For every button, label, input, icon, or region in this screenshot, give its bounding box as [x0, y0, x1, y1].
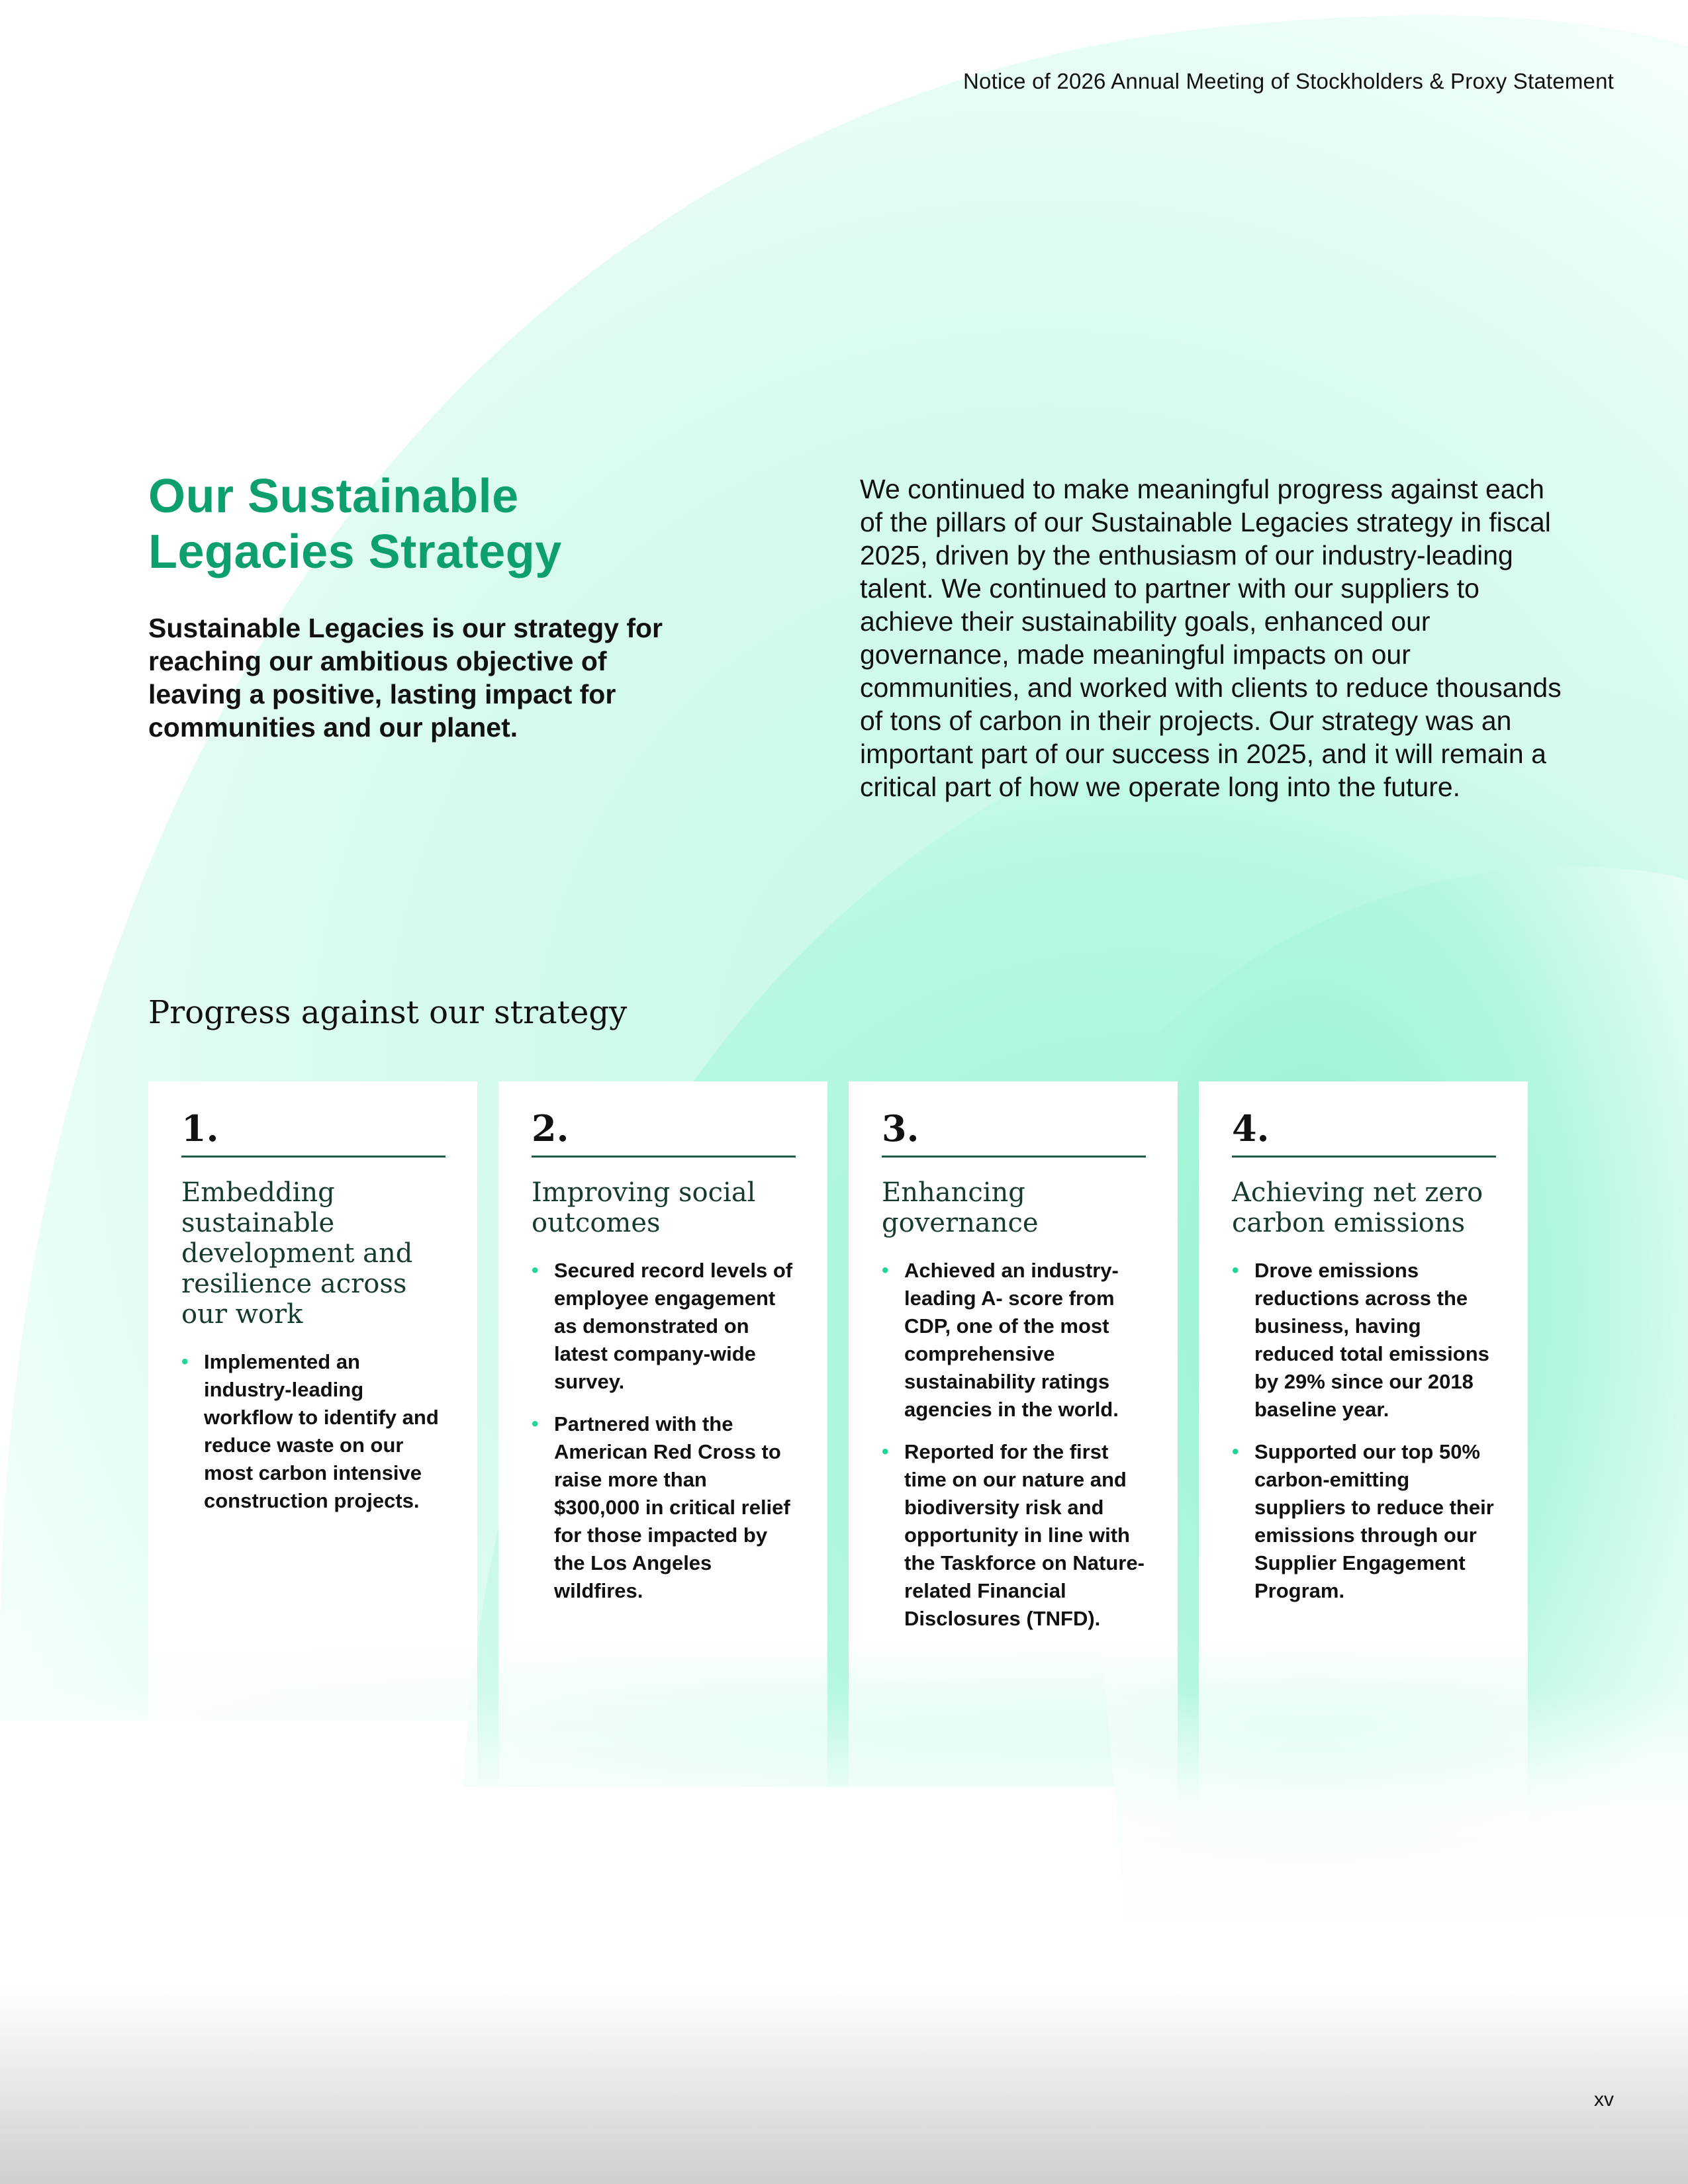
- list-item-text: Drove emissions reductions across the business, having reduced total emissions by 29% since our 2018 baseline year.: [1254, 1259, 1489, 1421]
- card-title: Enhancing governance: [882, 1177, 1039, 1238]
- bullet-icon: •: [882, 1259, 889, 1281]
- list-item-text: Partnered with the American Red Cross to raise more than $300,000 in critical relief for those impacted by the Los Angeles wildfires.: [554, 1412, 790, 1602]
- list-item-text: Supported our top 50% carbon-emitting suppliers to reduce their emissions through our Supplier Engagement Program.: [1254, 1440, 1494, 1602]
- page-number: xv: [1594, 2089, 1614, 2111]
- card-bullet-list: [1232, 1257, 1496, 1605]
- strategy-summary: Sustainable Legacies is our strategy for reaching our ambitious objective of leaving a positive, lasting impact for communities and our planet.: [148, 613, 663, 743]
- list-item-text: Implemented an industry-leading workflow to identify and reduce waste on our most carbon intensive construction projects.: [204, 1350, 439, 1512]
- list-item-text: Achieved an industry-leading A- score from CDP, one of the most comprehensive sustainability ratings agencies in the world.: [904, 1259, 1119, 1421]
- page-title: [148, 469, 784, 580]
- card-number: 2.: [532, 1107, 796, 1158]
- list-item: [532, 1257, 796, 1396]
- list-item: [1232, 1257, 1496, 1424]
- page-title-line-2: Legacies Strategy: [148, 525, 562, 578]
- strategy-card-1: [148, 1081, 477, 1856]
- card-title: Improving social outcomes: [532, 1177, 756, 1238]
- bullet-icon: •: [1232, 1259, 1239, 1281]
- list-item: [882, 1438, 1146, 1633]
- list-item: [1232, 1438, 1496, 1605]
- card-title: Achieving net zero carbon emissions: [1232, 1177, 1483, 1238]
- page-title-line-1: Our Sustainable: [148, 470, 519, 523]
- card-number: 3.: [882, 1107, 1146, 1158]
- strategy-cards: [148, 1081, 1529, 1856]
- card-number: 1.: [181, 1107, 445, 1158]
- strategy-card-2: [498, 1081, 827, 1856]
- card-bullet-list: [181, 1348, 445, 1515]
- list-item: [882, 1257, 1146, 1424]
- document-header: Notice of 2026 Annual Meeting of Stockholders & Proxy Statement: [963, 69, 1614, 93]
- list-item-text: Secured record levels of employee engagement as demonstrated on latest company-wide survey.: [554, 1259, 793, 1393]
- bullet-icon: •: [532, 1413, 539, 1435]
- card-bullet-list: [882, 1257, 1146, 1633]
- bullet-icon: •: [181, 1351, 189, 1373]
- bullet-icon: •: [532, 1259, 539, 1281]
- strategy-card-3: [849, 1081, 1178, 1856]
- list-item: [532, 1410, 796, 1605]
- section-heading: Progress against our strategy: [148, 994, 628, 1031]
- strategy-card-4: [1199, 1081, 1528, 1856]
- list-item-text: Reported for the first time on our nature and biodiversity risk and opportunity in line with the Taskforce on Nature-related Financial Disclosures (TNFD).: [904, 1440, 1145, 1630]
- card-number: 4.: [1232, 1107, 1496, 1158]
- intro-paragraph: We continued to make meaningful progress against each of the pillars of our Sustainable Legacies strategy in fiscal 2025, driven by the enthusiasm of our industry-leading talent. We continued to partner with our suppliers to achieve their sustainability goals, enhanced our governance, made meaningful impacts on our communities, and worked with clients to reduce thousands of tons of carbon in their projects. Our strategy was an important part of our success in 2025, and it will remain a critical part of how we operate long into the future.: [860, 474, 1562, 802]
- list-item: [181, 1348, 445, 1515]
- bullet-icon: •: [1232, 1441, 1239, 1463]
- card-bullet-list: [532, 1257, 796, 1605]
- bullet-icon: •: [882, 1441, 889, 1463]
- card-title: Embedding sustainable development and resilience across our work: [181, 1177, 413, 1330]
